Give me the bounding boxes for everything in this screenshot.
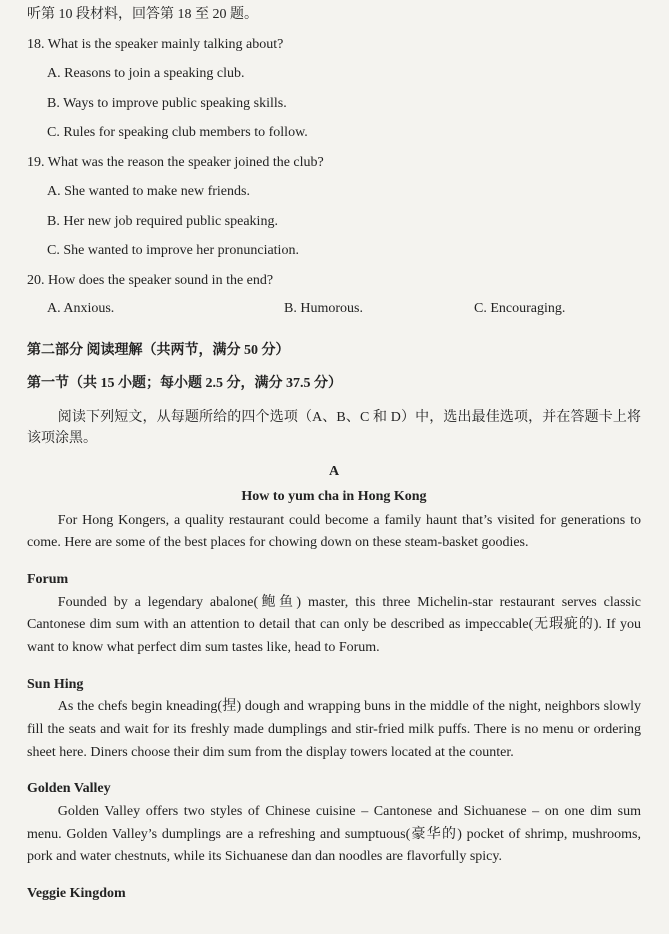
section-text-forum: Founded by a legendary abalone(鲍鱼) master, this three Michelin-star restaurant serves classic Cantonese dim sum with an attention to detail that can only be described as impeccable(无瑕疵的). If you want to know what perfect dim sum tastes like, head to Forum. — [27, 594, 641, 655]
reading-instruction: 阅读下列短文，从每题所给的四个选项（A、B、C 和 D）中，选出最佳选项，并在答题卡上将该项涂黑。 — [27, 409, 641, 446]
question-20-option-c: C. Encouraging. — [474, 301, 566, 316]
question-18-option-c: C. Rules for speaking club members to follow. — [47, 125, 308, 140]
question-19-option-c: C. She wanted to improve her pronunciation. — [47, 243, 299, 258]
section-heading-forum: Forum — [27, 571, 69, 587]
question-20-stem: 20. How does the speaker sound in the end? — [27, 272, 274, 288]
question-18-option-a: A. Reasons to join a speaking club. — [47, 66, 245, 81]
passage-letter: A — [328, 463, 340, 479]
question-18-stem: 18. What is the speaker mainly talking about? — [27, 36, 284, 52]
section-text-sun-hing: As the chefs begin kneading(捏) dough and wrapping buns in the middle of the night, neighbors slowly fill the seats and wait for its freshly made dumplings and stir-fried milk puffs. There is no menu or ordering sheet here. Diners choose their dim sum from the display towers located at the counter. — [27, 699, 641, 760]
question-20-option-a: A. Anxious. — [47, 301, 115, 316]
section-text-golden-valley: Golden Valley offers two styles of Chinese cuisine – Cantonese and Sichuanese – on one dim sum menu. Golden Valley’s dumplings are a refreshing and sumptuous(豪华的) pocket of shrimp, mushrooms, pork and water chestnuts, while its Sichuanese dan dan noodles are flavorfully spicy. — [27, 803, 641, 865]
question-18-option-b: B. Ways to improve public speaking skills. — [47, 95, 287, 111]
question-20-options — [27, 300, 641, 318]
listening-instruction: 听第 10 段材料，回答第 18 至 20 题。 — [27, 7, 258, 22]
section-heading-golden-valley: Golden Valley — [27, 781, 111, 797]
question-19-option-b: B. Her new job required public speaking. — [47, 213, 278, 229]
passage-intro: For Hong Kongers, a quality restaurant could become a family haunt that’s visited for generations to come. Here are some of the best places for chowing down on these steam-basket goodies. — [27, 512, 641, 551]
part-title: 第二部分 阅读理解（共两节，满分 50 分） — [27, 342, 290, 358]
question-19-stem: 19. What was the reason the speaker joined the club? — [27, 154, 324, 170]
passage-title: How to yum cha in Hong Kong — [241, 489, 427, 504]
question-20-option-b: B. Humorous. — [284, 301, 363, 316]
section-heading-sun-hing: Sun Hing — [27, 676, 84, 692]
section-heading-veggie-kingdom: Veggie Kingdom — [27, 885, 126, 901]
question-19-option-a: A. She wanted to make new friends. — [47, 184, 250, 199]
section-title: 第一节（共 15 小题；每小题 2.5 分，满分 37.5 分） — [27, 376, 342, 391]
